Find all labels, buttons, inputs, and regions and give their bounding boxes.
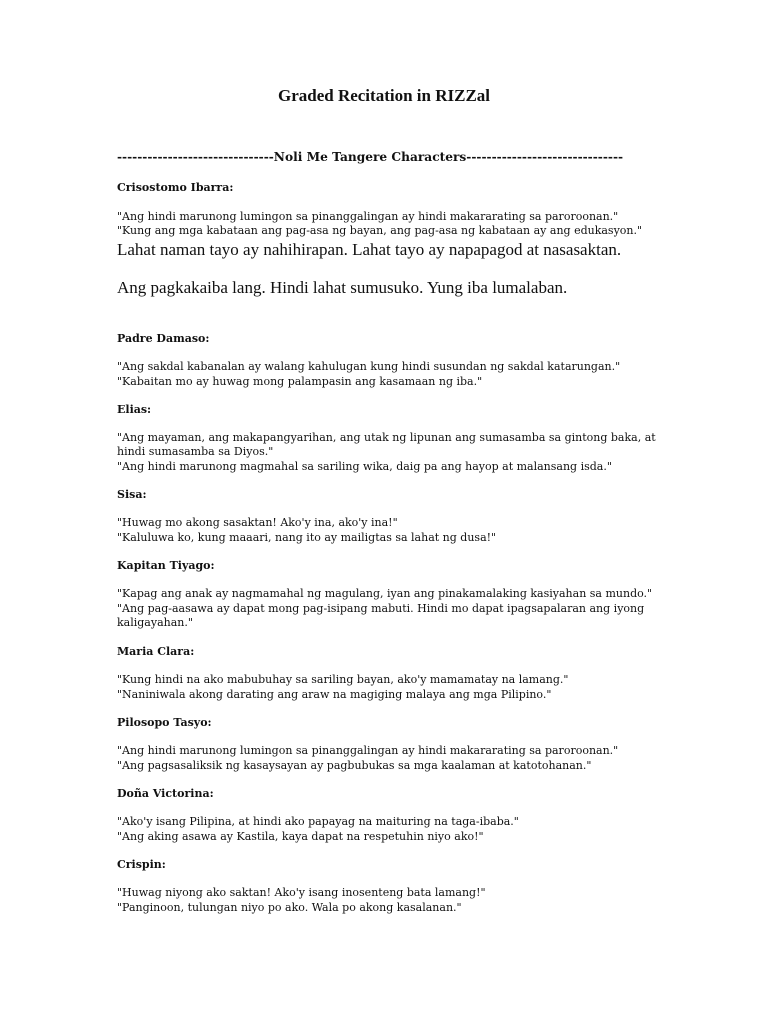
quote-sisa-1: "Huwag mo akong sasaktan! Ako'y ina, ako'y ina!" [117, 516, 398, 529]
character-name-elias: Elias: [117, 403, 152, 416]
section-divider: -------------------------------Noli Me Tangere Characters------------------------------- [117, 150, 624, 164]
character-name-maria-clara: Maria Clara: [117, 645, 195, 658]
character-name-tiyago: Kapitan Tiyago: [117, 559, 215, 572]
quote-sisa-2: "Kaluluwa ko, kung maaari, nang ito ay mailigtas sa lahat ng dusa!" [117, 531, 497, 544]
quote-victorina-1: "Ako'y isang Pilipina, at hindi ako papayag na maituring na taga-ibaba." [117, 815, 519, 828]
quote-ibarra-1: "Ang hindi marunong lumingon sa pinanggalingan ay hindi makararating sa paroroonan." [117, 210, 619, 223]
quote-tiyago-1: "Kapag ang anak ay nagmamahal ng magulang, iyan ang pinakamalaking kasiyahan sa mundo." [117, 587, 653, 600]
quote-maria-clara-1: "Kung hindi na ako mabubuhay sa sariling bayan, ako'y mamamatay na lamang." [117, 673, 569, 686]
note-line-1: Lahat naman tayo ay nahihirapan. Lahat tayo ay napapagod at nasasaktan. [117, 240, 622, 259]
quote-crispin-1: "Huwag niyong ako saktan! Ako'y isang inosenteng bata lamang!" [117, 886, 486, 899]
quote-elias-2: "Ang hindi marunong magmahal sa sariling wika, daig pa ang hayop at malansang isda." [117, 460, 612, 473]
character-name-tasyo: Pilosopo Tasyo: [117, 716, 212, 729]
quote-damaso-1: "Ang sakdal kabanalan ay walang kahulugan kung hindi susundan ng sakdal katarungan." [117, 360, 621, 373]
quote-elias-1: "Ang mayaman, ang makapangyarihan, ang utak ng lipunan ang sumasamba sa gintong baka, at hindi sumasamba sa Diyos." [117, 431, 656, 458]
page-title: Graded Recitation in RIZZal [277, 86, 491, 105]
quote-victorina-2: "Ang aking asawa ay Kastila, kaya dapat na respetuhin niyo ako!" [117, 830, 484, 843]
quote-crispin-2: "Panginoon, tulungan niyo po ako. Wala po akong kasalanan." [117, 901, 462, 914]
quote-ibarra-2: "Kung ang mga kabataan ang pag-asa ng bayan, ang pag-asa ng kabataan ay ang edukasyon." [117, 224, 643, 237]
character-name-damaso: Padre Damaso: [117, 332, 210, 345]
quote-damaso-2: "Kabaitan mo ay huwag mong palampasin ang kasamaan ng iba." [117, 375, 483, 388]
character-name-ibarra: Crisostomo Ibarra: [117, 181, 234, 194]
quote-maria-clara-2: "Naniniwala akong darating ang araw na magiging malaya ang mga Pilipino." [117, 688, 552, 701]
note-line-2: Ang pagkakaiba lang. Hindi lahat sumusuko. Yung iba lumalaban. [117, 278, 568, 297]
quote-tasyo-2: "Ang pagsasaliksik ng kasaysayan ay pagbubukas sa mga kaalaman at katotohanan." [117, 759, 592, 772]
quote-tasyo-1: "Ang hindi marunong lumingon sa pinanggalingan ay hindi makararating sa paroroonan." [117, 744, 619, 757]
character-name-crispin: Crispin: [117, 858, 166, 871]
character-name-victorina: Doña Victorina: [117, 787, 214, 800]
character-name-sisa: Sisa: [117, 488, 147, 501]
quote-tiyago-2: "Ang pag-aasawa ay dapat mong pag-isipang mabuti. Hindi mo dapat ipagsapalaran ang iyong kaligayahan." [117, 602, 645, 629]
